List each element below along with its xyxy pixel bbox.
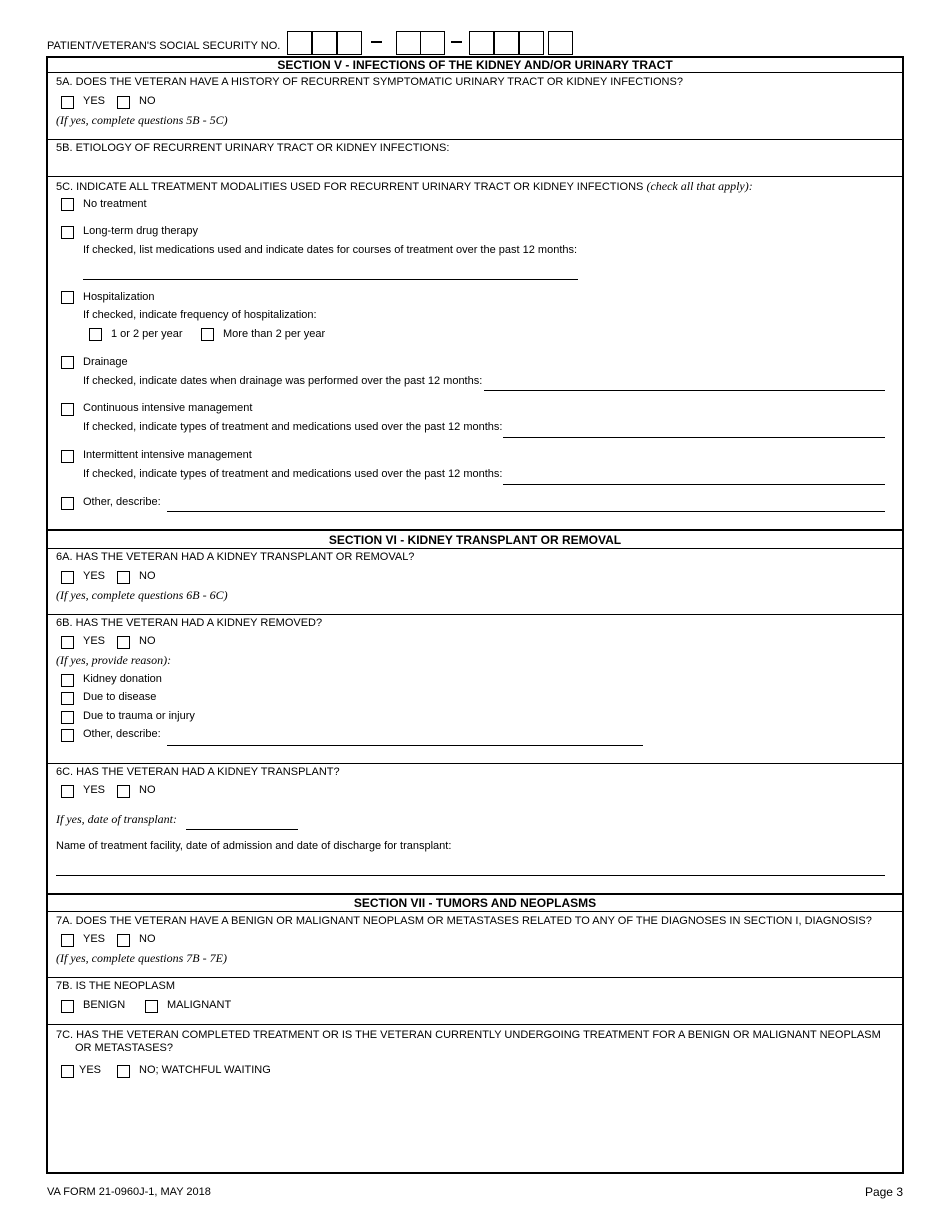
benign-label: BENIGN bbox=[83, 999, 126, 1011]
intermittent-input-line[interactable] bbox=[503, 484, 885, 485]
q6a-yes-label: YES bbox=[83, 570, 106, 582]
hosp-detail: If checked, indicate frequency of hospitalization: bbox=[83, 309, 317, 321]
q6b-no-checkbox[interactable] bbox=[117, 636, 130, 649]
form-id: VA FORM 21-0960J-1, MAY 2018 bbox=[47, 1186, 211, 1198]
hosp-opt1-checkbox[interactable] bbox=[89, 328, 102, 341]
facility-input-line[interactable] bbox=[56, 875, 885, 876]
long-term-detail: If checked, list medications used and indicate dates for courses of treatment over the past 12 months: bbox=[83, 244, 578, 256]
q6a-yes-checkbox[interactable] bbox=[61, 571, 74, 584]
malignant-checkbox[interactable] bbox=[145, 1000, 158, 1013]
reason-disease-label: Due to disease bbox=[83, 691, 157, 703]
q5a-no-checkbox[interactable] bbox=[117, 96, 130, 109]
q7c-yes-checkbox[interactable] bbox=[61, 1065, 74, 1078]
ssn-digit-box[interactable] bbox=[420, 31, 445, 55]
divider bbox=[48, 139, 902, 140]
facility-label: Name of treatment facility, date of admission and date of discharge for transplant: bbox=[56, 840, 452, 852]
q7a-no-label: NO bbox=[139, 933, 156, 945]
section7-title: SECTION VII - TUMORS AND NEOPLASMS bbox=[353, 896, 597, 910]
q7c-no-checkbox[interactable] bbox=[117, 1065, 130, 1078]
other-input-line[interactable] bbox=[167, 511, 885, 512]
transplant-date-input-line[interactable] bbox=[186, 829, 298, 830]
section6-title: SECTION VI - KIDNEY TRANSPLANT OR REMOVAL bbox=[328, 533, 622, 547]
reason-donation-label: Kidney donation bbox=[83, 673, 162, 685]
q7b-label: 7B. IS THE NEOPLASM bbox=[56, 980, 176, 992]
ssn-digit-box[interactable] bbox=[519, 31, 544, 55]
continuous-detail: If checked, indicate types of treatment and medications used over the past 12 months: bbox=[83, 421, 503, 433]
q7a-yes-label: YES bbox=[83, 933, 106, 945]
q6b-yes-checkbox[interactable] bbox=[61, 636, 74, 649]
ssn-digit-box[interactable] bbox=[312, 31, 337, 55]
reason-donation-checkbox[interactable] bbox=[61, 674, 74, 687]
q6c-label: 6C. HAS THE VETERAN HAD A KIDNEY TRANSPLANT? bbox=[56, 766, 340, 778]
divider bbox=[48, 1024, 902, 1025]
q5c-label bbox=[56, 179, 753, 194]
ssn-digit-box[interactable] bbox=[548, 31, 573, 55]
q5a-label: 5A. DOES THE VETERAN HAVE A HISTORY OF RECURRENT SYMPTOMATIC URINARY TRACT OR KIDNEY INFECTIONS? bbox=[56, 76, 683, 88]
q5b-label: 5B. ETIOLOGY OF RECURRENT URINARY TRACT OR KIDNEY INFECTIONS: bbox=[56, 142, 450, 154]
long-term-label: Long-term drug therapy bbox=[83, 225, 198, 237]
q6c-yes-checkbox[interactable] bbox=[61, 785, 74, 798]
q6a-no-label: NO bbox=[139, 570, 156, 582]
q6a-label: 6A. HAS THE VETERAN HAD A KIDNEY TRANSPLANT OR REMOVAL? bbox=[56, 551, 415, 563]
continuous-input-line[interactable] bbox=[503, 437, 885, 438]
q5a-yes-label: YES bbox=[83, 95, 106, 107]
hospitalization-label: Hospitalization bbox=[83, 291, 155, 303]
q6b-label: 6B. HAS THE VETERAN HAD A KIDNEY REMOVED? bbox=[56, 617, 323, 629]
q5c-text: 5C. INDICATE ALL TREATMENT MODALITIES USED FOR RECURRENT URINARY TRACT OR KIDNEY INFECTIONS bbox=[56, 181, 644, 193]
q7c-label-line2: OR METASTASES? bbox=[75, 1042, 174, 1054]
q7c-yes-label: YES bbox=[79, 1064, 102, 1076]
q5a-no-label: NO bbox=[139, 95, 156, 107]
q7a-no-checkbox[interactable] bbox=[117, 934, 130, 947]
section-divider bbox=[48, 893, 902, 895]
hosp-opt2-checkbox[interactable] bbox=[201, 328, 214, 341]
section-divider bbox=[48, 529, 902, 531]
ssn-digit-box[interactable] bbox=[287, 31, 312, 55]
reason-other-label: Other, describe: bbox=[83, 728, 161, 740]
q6a-no-checkbox[interactable] bbox=[117, 571, 130, 584]
q7c-no-label: NO; WATCHFUL WAITING bbox=[139, 1064, 271, 1076]
q6c-no-label: NO bbox=[139, 784, 156, 796]
q6b-no-label: NO bbox=[139, 635, 156, 647]
ssn-digit-box[interactable] bbox=[396, 31, 421, 55]
divider bbox=[48, 176, 902, 177]
section5-title: SECTION V - INFECTIONS OF THE KIDNEY AND/OR URINARY TRACT bbox=[277, 58, 673, 72]
continuous-checkbox[interactable] bbox=[61, 403, 74, 416]
no-treatment-checkbox[interactable] bbox=[61, 198, 74, 211]
q7a-yes-checkbox[interactable] bbox=[61, 934, 74, 947]
reason-disease-checkbox[interactable] bbox=[61, 692, 74, 705]
q5a-yes-checkbox[interactable] bbox=[61, 96, 74, 109]
q6b-yes-label: YES bbox=[83, 635, 106, 647]
continuous-label: Continuous intensive management bbox=[83, 402, 253, 414]
q7c-label-line1: 7C. HAS THE VETERAN COMPLETED TREATMENT OR IS THE VETERAN CURRENTLY UNDERGOING TREATMENT FOR A BENIGN OR MALIGNANT NEOPLASM bbox=[56, 1029, 881, 1041]
intermittent-label: Intermittent intensive management bbox=[83, 449, 252, 461]
intermittent-detail: If checked, indicate types of treatment and medications used over the past 12 months: bbox=[83, 468, 503, 480]
divider bbox=[48, 911, 902, 912]
divider bbox=[48, 977, 902, 978]
q7a-label: 7A. DOES THE VETERAN HAVE A BENIGN OR MALIGNANT NEOPLASM OR METASTASES RELATED TO ANY OF THE DIAGNOSES IN SECTION I, DIAGNOSIS? bbox=[56, 915, 872, 927]
drainage-checkbox[interactable] bbox=[61, 356, 74, 369]
q5a-note: (If yes, complete questions 5B - 5C) bbox=[56, 113, 228, 127]
no-treatment-label: No treatment bbox=[83, 198, 147, 210]
long-term-input-line[interactable] bbox=[83, 279, 578, 280]
page-number: Page 3 bbox=[864, 1185, 903, 1199]
divider bbox=[48, 72, 902, 73]
ssn-digit-box[interactable] bbox=[337, 31, 362, 55]
drainage-label: Drainage bbox=[83, 356, 128, 368]
malignant-label: MALIGNANT bbox=[167, 999, 232, 1011]
q6c-no-checkbox[interactable] bbox=[117, 785, 130, 798]
benign-checkbox[interactable] bbox=[61, 1000, 74, 1013]
q7a-note: (If yes, complete questions 7B - 7E) bbox=[56, 951, 227, 965]
hosp-opt2-label: More than 2 per year bbox=[223, 328, 326, 340]
ssn-dash bbox=[371, 41, 382, 43]
divider bbox=[48, 763, 902, 764]
hosp-opt1-label: 1 or 2 per year bbox=[111, 328, 183, 340]
q6c-yes-label: YES bbox=[83, 784, 106, 796]
hospitalization-checkbox[interactable] bbox=[61, 291, 74, 304]
q6b-note: (If yes, provide reason): bbox=[56, 653, 172, 667]
reason-trauma-label: Due to trauma or injury bbox=[83, 710, 195, 722]
ssn-digit-box[interactable] bbox=[469, 31, 494, 55]
ssn-dash bbox=[451, 41, 462, 43]
divider bbox=[48, 614, 902, 615]
intermittent-checkbox[interactable] bbox=[61, 450, 74, 463]
transplant-date-label: If yes, date of transplant: bbox=[56, 812, 177, 826]
ssn-label: PATIENT/VETERAN'S SOCIAL SECURITY NO. bbox=[47, 40, 281, 52]
q6a-note: (If yes, complete questions 6B - 6C) bbox=[56, 588, 228, 602]
q5c-note: (check all that apply): bbox=[646, 179, 753, 193]
reason-other-input-line[interactable] bbox=[167, 745, 643, 746]
drainage-detail: If checked, indicate dates when drainage was performed over the past 12 months: bbox=[83, 375, 483, 387]
ssn-digit-box[interactable] bbox=[494, 31, 519, 55]
other-label: Other, describe: bbox=[83, 496, 161, 508]
drainage-input-line[interactable] bbox=[484, 390, 885, 391]
divider bbox=[48, 548, 902, 549]
reason-trauma-checkbox[interactable] bbox=[61, 711, 74, 724]
other-checkbox[interactable] bbox=[61, 497, 74, 510]
long-term-checkbox[interactable] bbox=[61, 226, 74, 239]
reason-other-checkbox[interactable] bbox=[61, 729, 74, 742]
